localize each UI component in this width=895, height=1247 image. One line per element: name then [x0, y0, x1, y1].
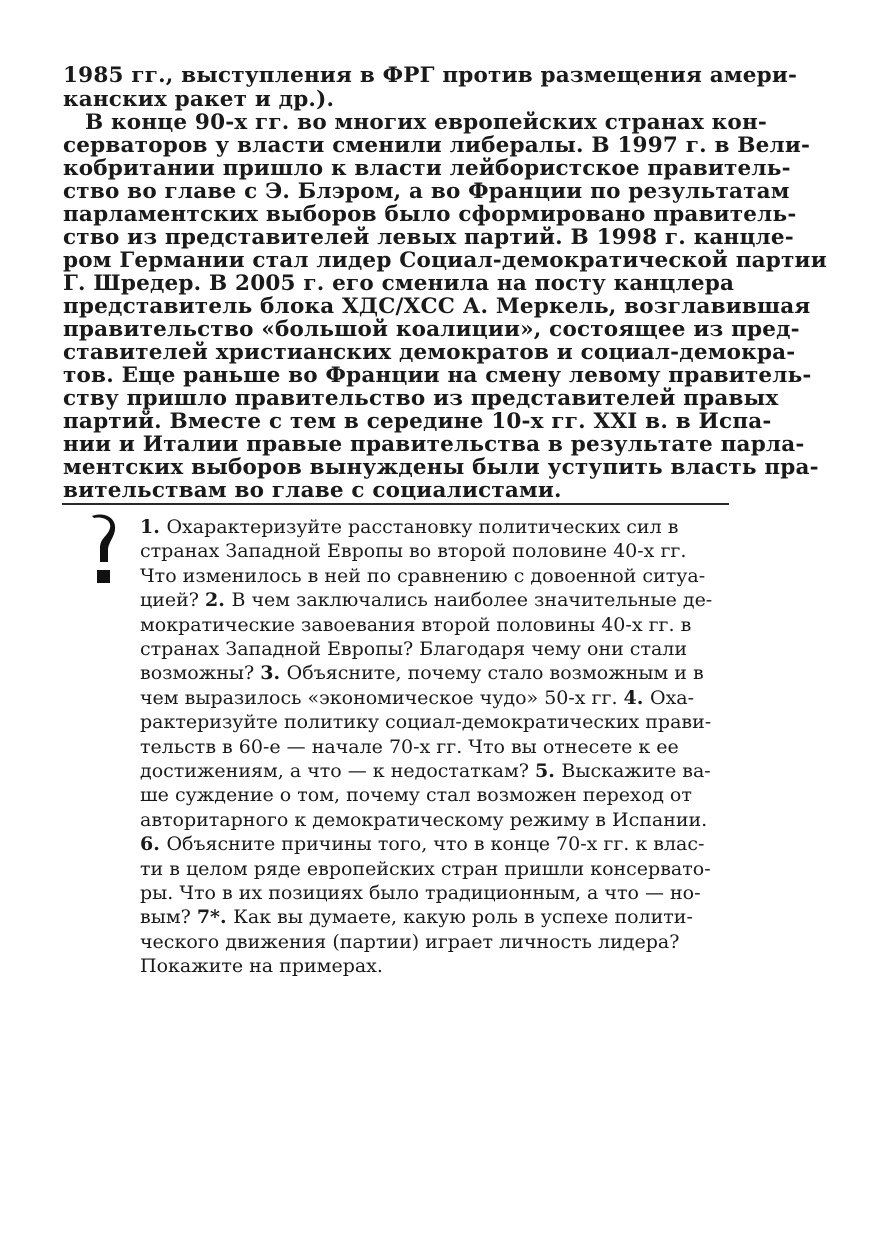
question-text: странах Западной Европы? Благодаря чему они стали	[140, 638, 688, 660]
text-line: парламентских выборов было сформировано правитель-	[63, 202, 797, 227]
question-text: авторитарного к демократическому режиму в Испании.	[140, 809, 708, 831]
text-line: правительство «большой коалиции», состоящее из пред-	[63, 317, 800, 342]
question-text: мократические завоевания второй половины 40-х гг. в	[140, 614, 692, 636]
text-line: канских ракет и др.).	[63, 87, 335, 112]
question-line	[140, 832, 704, 856]
question-line	[140, 954, 383, 978]
question-text: цией?	[140, 589, 206, 611]
text-line: вительствам во главе с социалистами.	[63, 478, 562, 503]
question-text: странах Западной Европы во второй половине 40-х гг.	[140, 540, 687, 562]
question-line	[140, 613, 691, 637]
question-text: Оха-	[650, 687, 695, 709]
text-line: ставителей христианских демократов и социал-демокра-	[63, 340, 796, 365]
question-line	[140, 808, 707, 832]
question-number: 4.	[623, 687, 650, 709]
question-number: 7*.	[196, 906, 234, 928]
question-text: В чем заключались наиболее значительные де-	[231, 589, 713, 611]
question-line	[140, 881, 701, 905]
question-text: ти в целом ряде европейских стран пришли консервато-	[140, 858, 711, 880]
question-text: возможны?	[140, 662, 261, 684]
question-number: 1.	[140, 516, 167, 538]
text-line: ром Германии стал лидер Социал-демократической партии	[63, 248, 827, 273]
question-text: тельств в 60-е — начале 70-х гг. Что вы отнесете к ее	[140, 736, 679, 758]
text-line: серваторов у власти сменили либералы. В 1997 г. в Вели-	[63, 133, 811, 158]
text-line: ство во главе с Э. Блэром, а во Франции по результатам	[63, 179, 790, 204]
question-line	[140, 759, 711, 783]
text-line: кобритании пришло к власти лейбористское правитель-	[63, 156, 791, 181]
question-text: Объясните, почему стало возможным и в	[286, 662, 704, 684]
question-mark-icon	[88, 514, 116, 586]
question-text: Объясните причины того, что в конце 70-х гг. к влас-	[166, 833, 705, 855]
question-text: рактеризуйте политику социал-демократических прави-	[140, 711, 712, 733]
question-line	[140, 735, 679, 759]
question-text: Выскажите ва-	[561, 760, 711, 782]
question-line	[140, 588, 712, 612]
question-line	[140, 539, 686, 563]
question-number: 3.	[260, 662, 287, 684]
question-number: 2.	[205, 589, 232, 611]
question-line	[140, 783, 692, 807]
question-text: Покажите на примерах.	[140, 955, 383, 977]
question-line	[140, 637, 687, 661]
text-line: В конце 90-х гг. во многих европейских странах кон-	[85, 110, 768, 135]
question-text: ческого движения (партии) играет личность лидера?	[140, 931, 680, 953]
question-text: Как вы думаете, какую роль в успехе полити-	[233, 906, 693, 928]
text-line: 1985 гг., выступления в ФРГ против размещения амери-	[63, 63, 798, 88]
question-line	[140, 686, 694, 710]
text-line: тов. Еще раньше во Франции на смену левому правитель-	[63, 363, 812, 388]
text-line: ству пришло правительство из представителей правых	[63, 386, 779, 411]
text-line: нии и Италии правые правительства в результате парла-	[63, 432, 805, 457]
question-line	[140, 515, 678, 539]
question-text: чем выразилось «экономическое чудо» 50-х гг.	[140, 687, 624, 709]
text-line: ментских выборов вынуждены были уступить власть пра-	[63, 455, 819, 480]
text-line: партий. Вместе с тем в середине 10-х гг. XXI в. в Испа-	[63, 409, 772, 434]
question-text: вым?	[140, 906, 197, 928]
question-text: достижениям, а что — к недостаткам?	[140, 760, 535, 782]
question-text: Что изменилось в ней по сравнению с довоенной ситуа-	[140, 565, 706, 587]
question-line	[140, 564, 705, 588]
question-line	[140, 930, 679, 954]
question-line	[140, 661, 704, 685]
question-text: ше суждение о том, почему стал возможен переход от	[140, 784, 692, 806]
section-divider	[62, 503, 729, 505]
question-number: 6.	[140, 833, 167, 855]
question-line	[140, 905, 693, 929]
question-number: 5.	[534, 760, 562, 782]
text-line: представитель блока ХДС/ХСС А. Меркель, возглавившая	[63, 294, 811, 319]
question-text: Охарактеризуйте расстановку политических сил в	[166, 516, 679, 538]
question-line	[140, 710, 711, 734]
text-line: ство из представителей левых партий. В 1998 г. канцле-	[63, 225, 794, 250]
question-line	[140, 857, 711, 881]
text-line: Г. Шредер. В 2005 г. его сменила на посту канцлера	[63, 271, 735, 296]
question-text: ры. Что в их позициях было традиционным, а что — но-	[140, 882, 701, 904]
